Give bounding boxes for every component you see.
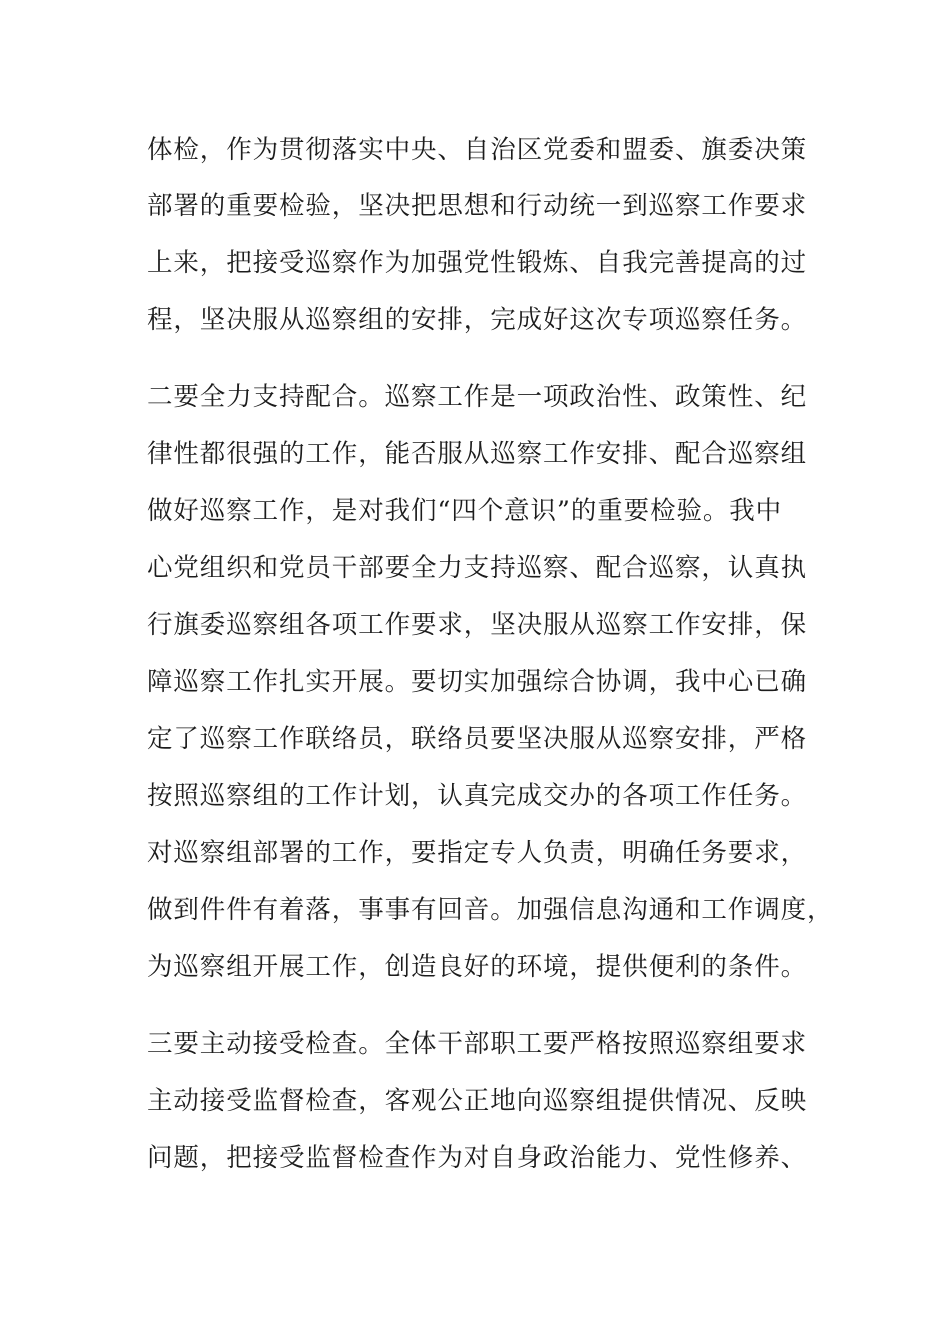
paragraph-2-line-6: 障巡察工作扎实开展。要切实加强综合协调，我中心已确 <box>147 667 808 697</box>
paragraph-1-line-4: 程，坚决服从巡察组的安排，完成好这次专项巡察任务。 <box>147 305 808 335</box>
paragraph-2-line-9: 对巡察组部署的工作，要指定专人负责，明确任务要求， <box>147 838 808 868</box>
paragraph-2-line-8: 按照巡察组的工作计划，认真完成交办的各项工作任务。 <box>147 781 808 811</box>
paragraph-3-line-1: 三要主动接受检查。全体干部职工要严格按照巡察组要求 <box>147 1029 808 1059</box>
paragraph-2-line-7: 定了巡察工作联络员，联络员要坚决服从巡察安排，严格 <box>147 724 808 754</box>
paragraph-2-line-2: 律性都很强的工作，能否服从巡察工作安排、配合巡察组 <box>147 439 808 469</box>
paragraph-2-line-3: 做好巡察工作，是对我们“四个意识”的重要检验。我中 <box>147 496 783 526</box>
paragraph-1-line-1: 体检，作为贯彻落实中央、自治区党委和盟委、旗委决策 <box>147 135 808 165</box>
paragraph-1-line-3: 上来，把接受巡察作为加强党性锻炼、自我完善提高的过 <box>147 248 808 278</box>
paragraph-2-line-10: 做到件件有着落，事事有回音。加强信息沟通和工作调度， <box>147 895 834 925</box>
paragraph-1-line-2: 部署的重要检验，坚决把思想和行动统一到巡察工作要求 <box>147 191 808 221</box>
paragraph-2-line-5: 行旗委巡察组各项工作要求，坚决服从巡察工作安排，保 <box>147 610 808 640</box>
paragraph-3-line-3: 问题，把接受监督检查作为对自身政治能力、党性修养、 <box>147 1143 808 1173</box>
paragraph-2-line-11: 为巡察组开展工作，创造良好的环境，提供便利的条件。 <box>147 952 808 982</box>
paragraph-3-line-2: 主动接受监督检查，客观公正地向巡察组提供情况、反映 <box>147 1086 808 1116</box>
paragraph-2-line-4: 心党组织和党员干部要全力支持巡察、配合巡察，认真执 <box>147 553 808 583</box>
paragraph-2-line-1: 二要全力支持配合。巡察工作是一项政治性、政策性、纪 <box>147 382 808 412</box>
